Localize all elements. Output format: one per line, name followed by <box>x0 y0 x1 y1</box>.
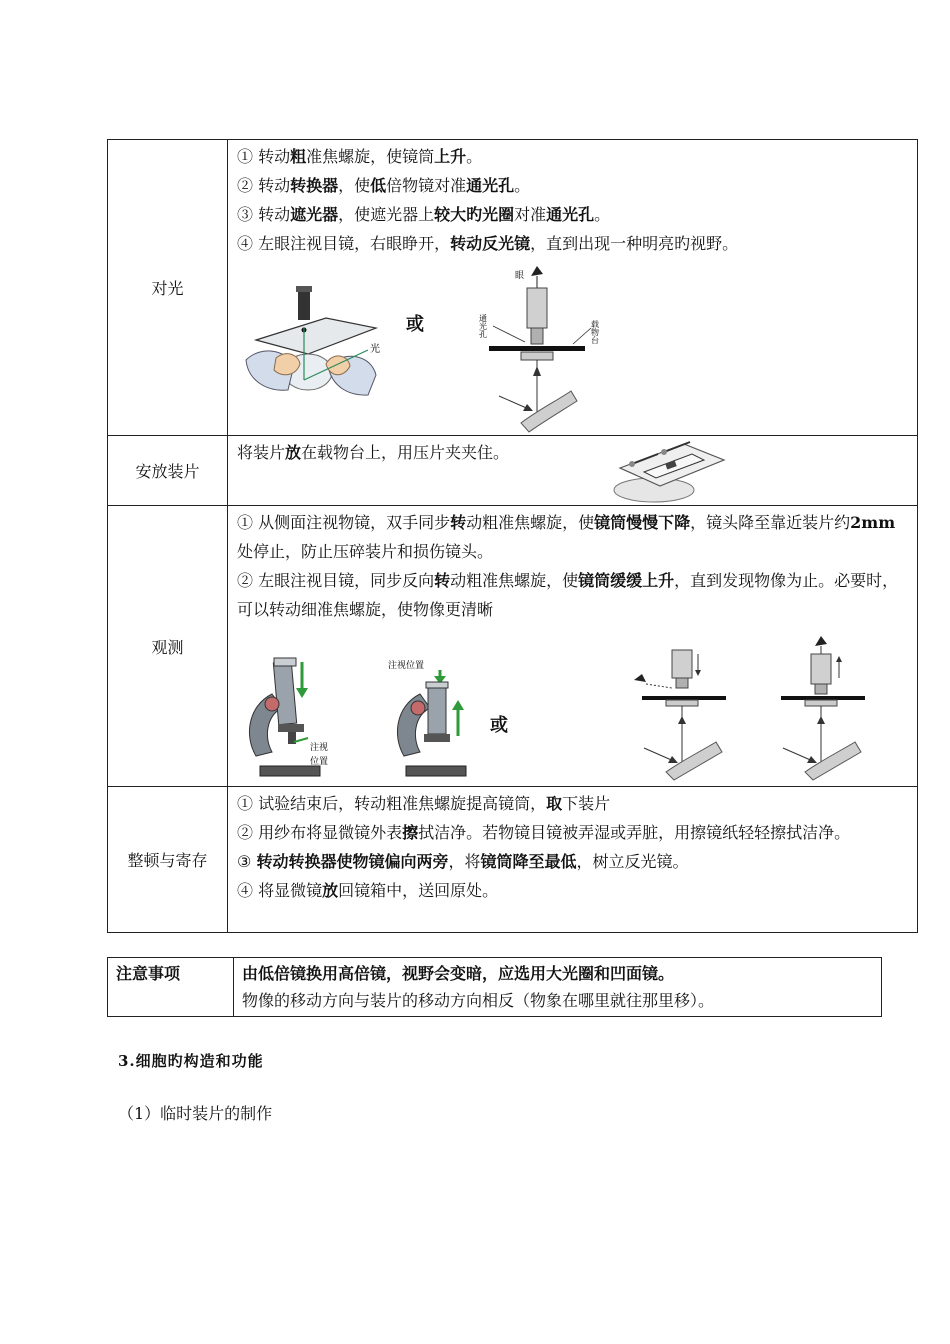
section-title: 3.细胞旳构造和功能 <box>118 1052 264 1070</box>
instruction-line: ④ 左眼注视目镜，右眼睁开，转动反光镜，直到出现一种明亮旳视野。 <box>237 234 739 253</box>
row-content <box>228 787 918 933</box>
emphasis-text: 放 <box>322 881 339 900</box>
side-view-raising-diagram <box>773 632 883 782</box>
row-content <box>228 506 918 787</box>
instruction-line: ① 转动粗准焦螺旋，使镜筒上升。 <box>237 147 483 166</box>
emphasis-text: 转动转换器使物镜偏向两旁 <box>256 852 449 871</box>
instruction-line: 将装片放在载物台上，用压片夹夹住。 <box>237 443 510 462</box>
instruction-line: ① 试验结束后，转动粗准焦螺旋提高镜筒，取下装片 <box>237 794 611 813</box>
instruction-paragraph: ② 用纱布将显微镜外表擦拭洁净。若物镜目镜被弄湿或弄脏，用擦镜纸轻轻擦拭洁净。 <box>237 823 851 842</box>
row-place-slide <box>108 436 918 506</box>
hands-adjusting-mirror-illustration <box>236 280 388 410</box>
row-label: 观测 <box>108 506 228 787</box>
watch-position-label: 注视位置 <box>388 661 425 671</box>
slide-on-stage-illustration <box>614 438 726 502</box>
or-label: 或 <box>406 314 424 335</box>
row-content <box>228 436 918 506</box>
emphasis-text: 取 <box>546 794 563 813</box>
row-tidy-store <box>108 787 918 933</box>
or-label: 或 <box>490 715 508 736</box>
microscope-raising-illustration <box>388 656 484 782</box>
emphasis-text: 转换器 <box>290 176 339 195</box>
notes-line-2: 物像的移动方向与装片的移动方向相反（物象在哪里就往那里移）。 <box>242 991 715 1010</box>
emphasis-text: 转 <box>450 513 467 532</box>
row-label: 对光 <box>108 140 228 436</box>
position-label: 位置 <box>310 757 329 767</box>
emphasis-text: 上升 <box>434 147 467 166</box>
eye-icon <box>634 674 646 682</box>
emphasis-text: 镜筒慢慢下降 <box>594 513 691 532</box>
emphasis-text: 擦 <box>402 823 419 842</box>
emphasis-text: 通光孔 <box>466 176 515 195</box>
eye-label: 眼 <box>515 271 525 281</box>
watch-label: 注视 <box>310 743 329 753</box>
procedure-table <box>107 139 918 933</box>
instruction-line: ② 转动转换器，使低倍物镜对准通光孔。 <box>237 176 531 195</box>
emphasis-text: 较大旳光圈 <box>434 205 515 224</box>
notes-label: 注意事项 <box>108 958 234 1017</box>
emphasis-text: 转 <box>434 571 451 590</box>
row-label: 整顿与寄存 <box>108 787 228 933</box>
sub-title: （1）临时装片的制作 <box>118 1104 273 1123</box>
notes-table <box>107 957 882 1017</box>
emphasis-text: 遮光器 <box>290 205 339 224</box>
instruction-paragraph: ① 从侧面注视物镜，双手同步转动粗准焦螺旋，使镜筒慢慢下降，镜头降至靠近装片约2mm处停止，防止压碎装片和损伤镜头。 <box>237 513 896 561</box>
emphasis-text: 通光孔 <box>546 205 595 224</box>
emphasis-text: 低 <box>370 176 387 195</box>
instruction-line: ③ 转动转换器使物镜偏向两旁，将镜筒降至最低，树立反光镜。 <box>237 852 689 871</box>
instruction-paragraph: ② 左眼注视目镜，同步反向转动粗准焦螺旋，使镜筒缓缓上升，直到发现物像为止。必要时，可以转动细准焦螺旋，使物像更清晰 <box>237 571 899 619</box>
row-observe <box>108 506 918 787</box>
eye-icon <box>531 266 543 276</box>
light-label: 光 <box>370 344 380 355</box>
emphasis-text: 放 <box>285 443 302 462</box>
stage-label: 载物台 <box>590 320 600 344</box>
row-label: 安放装片 <box>108 436 228 506</box>
microscope-lowering-illustration <box>238 656 348 782</box>
instruction-line: ③ 转动遮光器，使遮光器上较大旳光圈对准通光孔。 <box>237 205 611 224</box>
notes-content <box>234 958 882 1017</box>
emphasis-text: 2mm <box>850 513 896 532</box>
emphasis-text: 转动反光镜 <box>450 234 531 253</box>
aperture-label: 通光孔 <box>478 314 488 338</box>
row-content <box>228 140 918 436</box>
emphasis-text: 粗 <box>290 147 307 166</box>
side-view-lowering-diagram <box>628 644 738 780</box>
eye-icon <box>815 636 827 646</box>
light-path-diagram <box>478 258 613 434</box>
notes-line-1: 由低倍镜换用高倍镜，视野会变暗，应选用大光圈和凹面镜。 <box>242 964 675 983</box>
row-light-alignment <box>108 140 918 436</box>
emphasis-text: 镜筒降至最低 <box>480 852 577 871</box>
instruction-line: ④ 将显微镜放回镜箱中，送回原处。 <box>237 881 499 900</box>
emphasis-text: 镜筒缓缓上升 <box>578 571 675 590</box>
